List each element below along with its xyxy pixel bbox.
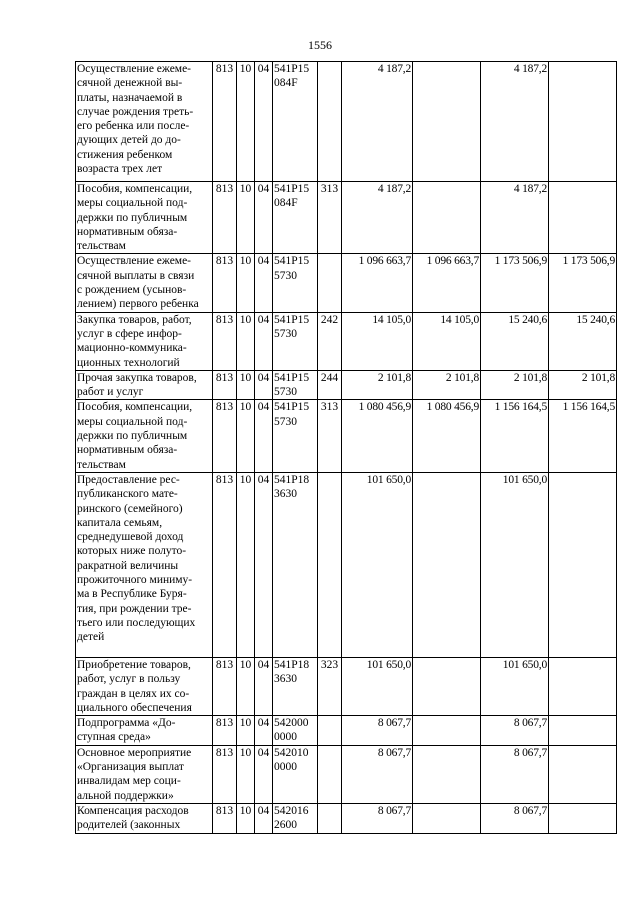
amount-3: 15 240,6 [481,312,549,370]
expense-type-code [318,745,342,803]
grbs-code: 813 [213,716,237,746]
target-article-code: 541Р15 5730 [273,400,318,472]
expense-type-code [318,472,342,657]
target-article-code: 542016 2600 [273,803,318,833]
target-article-code: 541Р18 3630 [273,657,318,715]
target-article-code: 541Р15 084F [273,62,318,182]
row-name [76,472,213,657]
subsection-code: 04 [255,716,273,746]
row-name [76,370,213,400]
expense-type-code: 242 [318,312,342,370]
section-code: 10 [237,657,255,715]
table-row [76,803,617,833]
table-row [76,370,617,400]
amount-1: 4 187,2 [342,62,413,182]
amount-2 [413,745,481,803]
expense-type-code [318,254,342,312]
amount-1: 8 067,7 [342,716,413,746]
amount-2 [413,182,481,254]
amount-1: 1 080 456,9 [342,400,413,472]
expense-type-code [318,62,342,182]
amount-2 [413,472,481,657]
amount-4 [549,182,617,254]
table-row [76,182,617,254]
expense-type-code: 323 [318,657,342,715]
grbs-code: 813 [213,370,237,400]
budget-table [75,61,617,834]
amount-1: 8 067,7 [342,745,413,803]
row-name-text: Приобретение товаров, работ, услуг в пользу граждан в целях их со- циального обеспечения [77,658,192,714]
target-article-code: 541Р15 5730 [273,312,318,370]
target-article-code: 542010 0000 [273,745,318,803]
target-article-code: 541Р15 5730 [273,254,318,312]
amount-3: 4 187,2 [481,62,549,182]
amount-3: 101 650,0 [481,472,549,657]
amount-1: 1 096 663,7 [342,254,413,312]
amount-4 [549,803,617,833]
amount-4 [549,716,617,746]
amount-1: 101 650,0 [342,472,413,657]
grbs-code: 813 [213,254,237,312]
table-row [76,62,617,182]
subsection-code: 04 [255,472,273,657]
amount-3: 8 067,7 [481,716,549,746]
amount-1: 8 067,7 [342,803,413,833]
amount-4 [549,745,617,803]
amount-4: 1 156 164,5 [549,400,617,472]
amount-2: 14 105,0 [413,312,481,370]
row-name-text: Предоставление рес- публиканского мате- ринского (семейного) капитала семьям, среднедушевой доход которых ниже полуто- ракратной величины прожиточного миниму- ма в Республике Буря- тия, при рождении тре- тьего или последующих детей [77,473,196,644]
table-row [76,472,617,657]
table-row [76,400,617,472]
amount-3: 2 101,8 [481,370,549,400]
amount-2 [413,62,481,182]
amount-4 [549,62,617,182]
section-code: 10 [237,312,255,370]
target-article-code: 542000 0000 [273,716,318,746]
amount-4: 2 101,8 [549,370,617,400]
amount-2 [413,657,481,715]
section-code: 10 [237,716,255,746]
amount-4: 1 173 506,9 [549,254,617,312]
table-body [76,62,617,834]
amount-4 [549,472,617,657]
row-name [76,745,213,803]
subsection-code: 04 [255,400,273,472]
amount-4: 15 240,6 [549,312,617,370]
subsection-code: 04 [255,312,273,370]
section-code: 10 [237,803,255,833]
amount-3: 1 156 164,5 [481,400,549,472]
row-name [76,400,213,472]
row-name-text: Осуществление ежеме- сячной выплаты в связи с рождением (усынов- лением) первого ребенка [77,255,199,311]
row-name-text: Прочая закупка товаров, работ и услуг [77,371,197,399]
row-name [76,62,213,182]
table-row [76,716,617,746]
row-name [76,312,213,370]
row-name-text: Пособия, компенсации, меры социальной под- держки по публичным нормативным обяза- тельствам [77,401,193,471]
table-row [76,312,617,370]
subsection-code: 04 [255,182,273,254]
row-name-text: Подпрограмма «До- ступная среда» [77,717,176,744]
row-name [76,657,213,715]
subsection-code: 04 [255,803,273,833]
amount-2 [413,803,481,833]
amount-1: 101 650,0 [342,657,413,715]
amount-2: 2 101,8 [413,370,481,400]
target-article-code: 541Р18 3630 [273,472,318,657]
amount-2 [413,716,481,746]
expense-type-code [318,803,342,833]
row-name [76,803,213,833]
row-name-text: Пособия, компенсации, меры социальной под- держки по публичным нормативным обяза- тельствам [77,183,193,253]
row-name [76,182,213,254]
section-code: 10 [237,254,255,312]
amount-1: 2 101,8 [342,370,413,400]
row-name [76,254,213,312]
amount-3: 101 650,0 [481,657,549,715]
grbs-code: 813 [213,62,237,182]
section-code: 10 [237,182,255,254]
amount-3: 8 067,7 [481,745,549,803]
section-code: 10 [237,400,255,472]
table-row [76,745,617,803]
expense-type-code: 313 [318,182,342,254]
target-article-code: 541Р15 084F [273,182,318,254]
subsection-code: 04 [255,745,273,803]
amount-2: 1 096 663,7 [413,254,481,312]
row-name-text: Основное мероприятие «Организация выплат инвалидам мер соци- альной поддержки» [77,746,192,802]
subsection-code: 04 [255,657,273,715]
grbs-code: 813 [213,182,237,254]
subsection-code: 04 [255,62,273,182]
expense-type-code: 244 [318,370,342,400]
grbs-code: 813 [213,803,237,833]
section-code: 10 [237,370,255,400]
expense-type-code: 313 [318,400,342,472]
grbs-code: 813 [213,657,237,715]
row-name-text: Осуществление ежеме- сячной денежной вы- платы, назначаемой в случае рождения треть- его ребенка или после- дующих детей до до- стижения ребенком возраста трех лет [77,63,194,176]
row-name [76,716,213,746]
table-row [76,254,617,312]
table-row [76,657,617,715]
amount-3: 4 187,2 [481,182,549,254]
section-code: 10 [237,472,255,657]
grbs-code: 813 [213,312,237,370]
amount-1: 4 187,2 [342,182,413,254]
amount-3: 8 067,7 [481,803,549,833]
amount-4 [549,657,617,715]
page-number: 1556 [308,38,332,52]
grbs-code: 813 [213,400,237,472]
section-code: 10 [237,62,255,182]
expense-type-code [318,716,342,746]
target-article-code: 541Р15 5730 [273,370,318,400]
row-name-text: Закупка товаров, работ, услуг в сфере инфор- мационно-коммуника- ционных технологий [77,313,192,369]
amount-3: 1 173 506,9 [481,254,549,312]
amount-2: 1 080 456,9 [413,400,481,472]
subsection-code: 04 [255,254,273,312]
amount-1: 14 105,0 [342,312,413,370]
grbs-code: 813 [213,472,237,657]
grbs-code: 813 [213,745,237,803]
row-name-text: Компенсация расходов родителей (законных [77,804,189,832]
section-code: 10 [237,745,255,803]
subsection-code: 04 [255,370,273,400]
